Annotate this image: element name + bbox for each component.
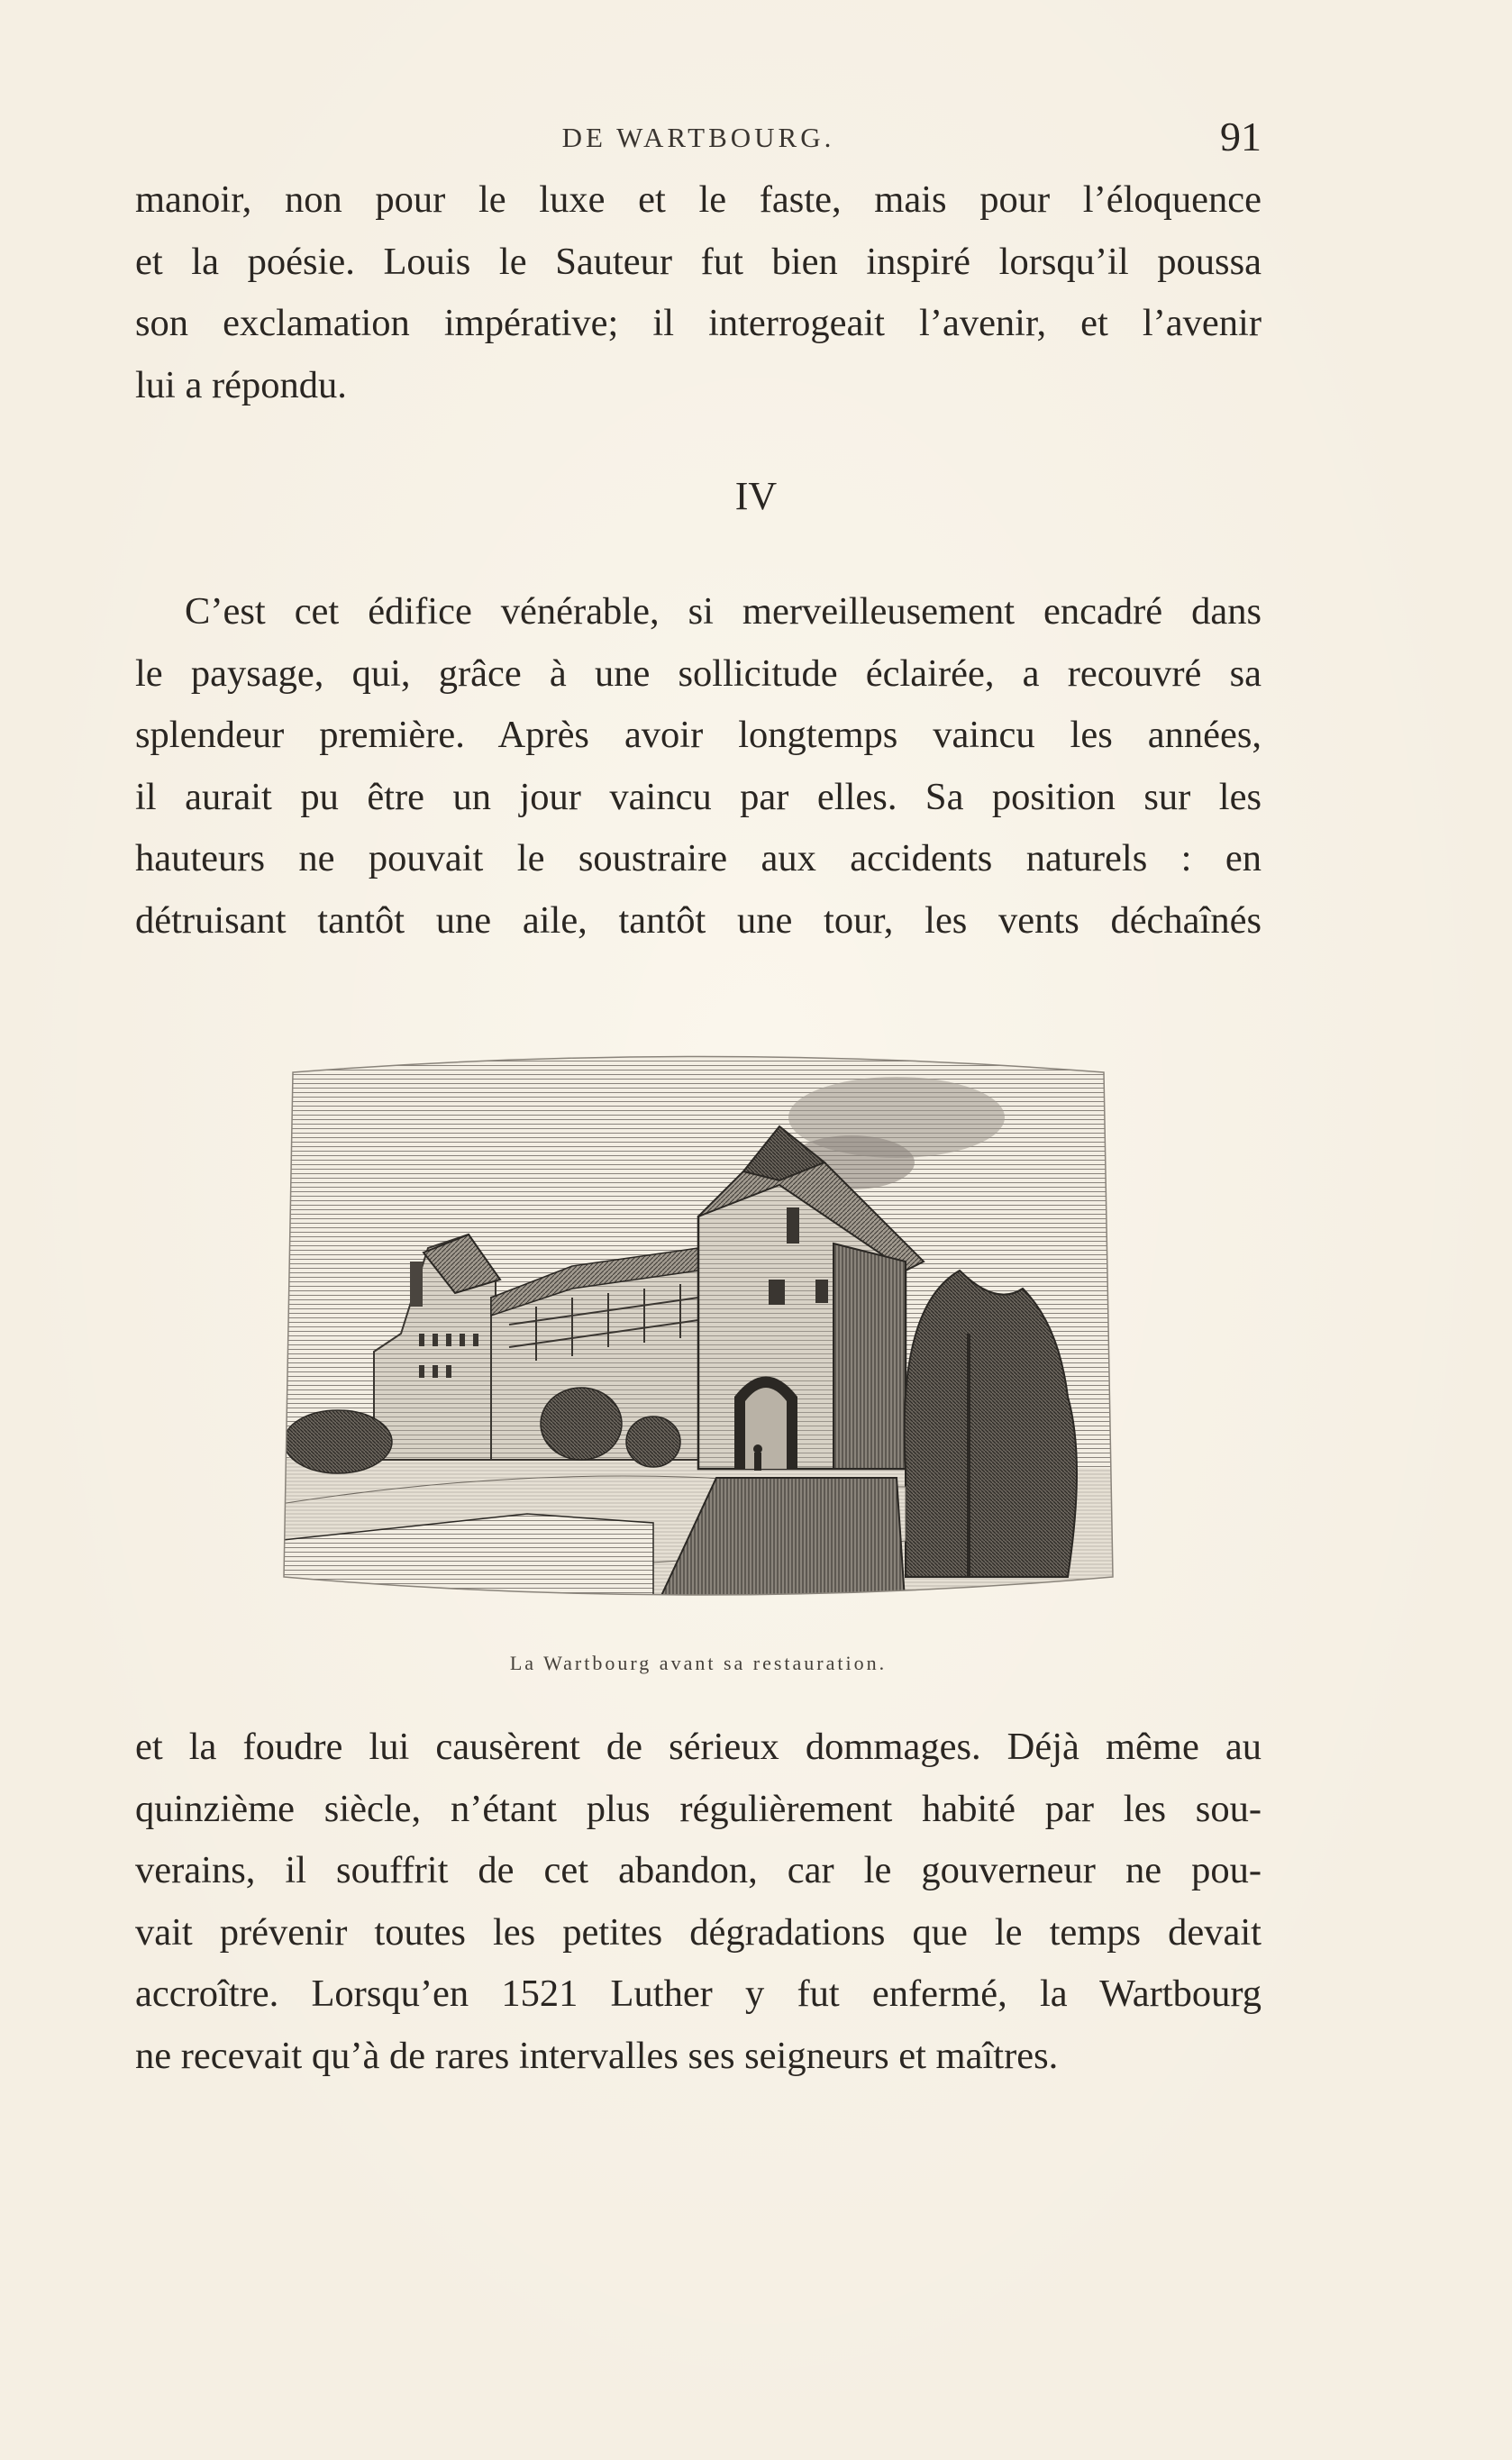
text-line: ne recevait qu’à de rares intervalles ses seigneurs et maîtres. — [135, 2034, 1059, 2077]
text-line: détruisant tantôt une aile, tantôt une tour, les vents déchaînés — [135, 898, 1262, 942]
section-number: IV — [734, 474, 778, 518]
text-line: hauteurs ne pouvait le soustraire aux accidents naturels : en — [135, 837, 1262, 879]
castle-engraving-figure — [275, 1036, 1122, 1613]
text-line: le paysage, qui, grâce à une sollicitude éclairée, a recouvré sa — [135, 651, 1262, 695]
text-line: lui a répondu. — [135, 363, 347, 406]
text-line: et la foudre lui causèrent de sérieux dommages. Déjà même au — [135, 1726, 1262, 1768]
figure-caption: La Wartbourg avant sa restauration. — [509, 1652, 888, 1674]
text-line: C’est cet édifice vénérable, si merveilleusement encadré dans — [185, 590, 1262, 633]
text-line: vait prévenir toutes les petites dégradations que le temps devait — [135, 1910, 1262, 1954]
paragraph-1 — [135, 169, 1262, 416]
paragraph-2 — [135, 581, 1262, 952]
text-line: accroître. Lorsqu’en 1521 Luther y fut enfermé, la Wartbourg — [135, 1973, 1262, 2015]
paragraph-3 — [135, 1717, 1262, 2087]
running-head — [135, 113, 1262, 167]
text-line: quinzième siècle, n’étant plus régulièrement habité par les sou- — [135, 1787, 1262, 1830]
text-line: splendeur première. Après avoir longtemps vaincu les années, — [135, 714, 1262, 756]
text-line: verains, il souffrit de cet abandon, car le gouverneur ne pou- — [135, 1849, 1262, 1891]
engraving-castle-illustration-icon — [275, 1036, 1122, 1613]
text-line: il aurait pu être un jour vaincu par elles. Sa position sur les — [135, 775, 1262, 818]
text-line: son exclamation impérative; il interrogeait l’avenir, et l’avenir — [135, 302, 1262, 344]
text-line: et la poésie. Louis le Sauteur fut bien inspiré lorsqu’il poussa — [135, 240, 1262, 283]
running-title: DE WARTBOURG. — [561, 122, 835, 153]
page-number: 91 — [1220, 114, 1262, 159]
text-line: manoir, non pour le luxe et le faste, mais pour l’éloquence — [135, 178, 1262, 221]
